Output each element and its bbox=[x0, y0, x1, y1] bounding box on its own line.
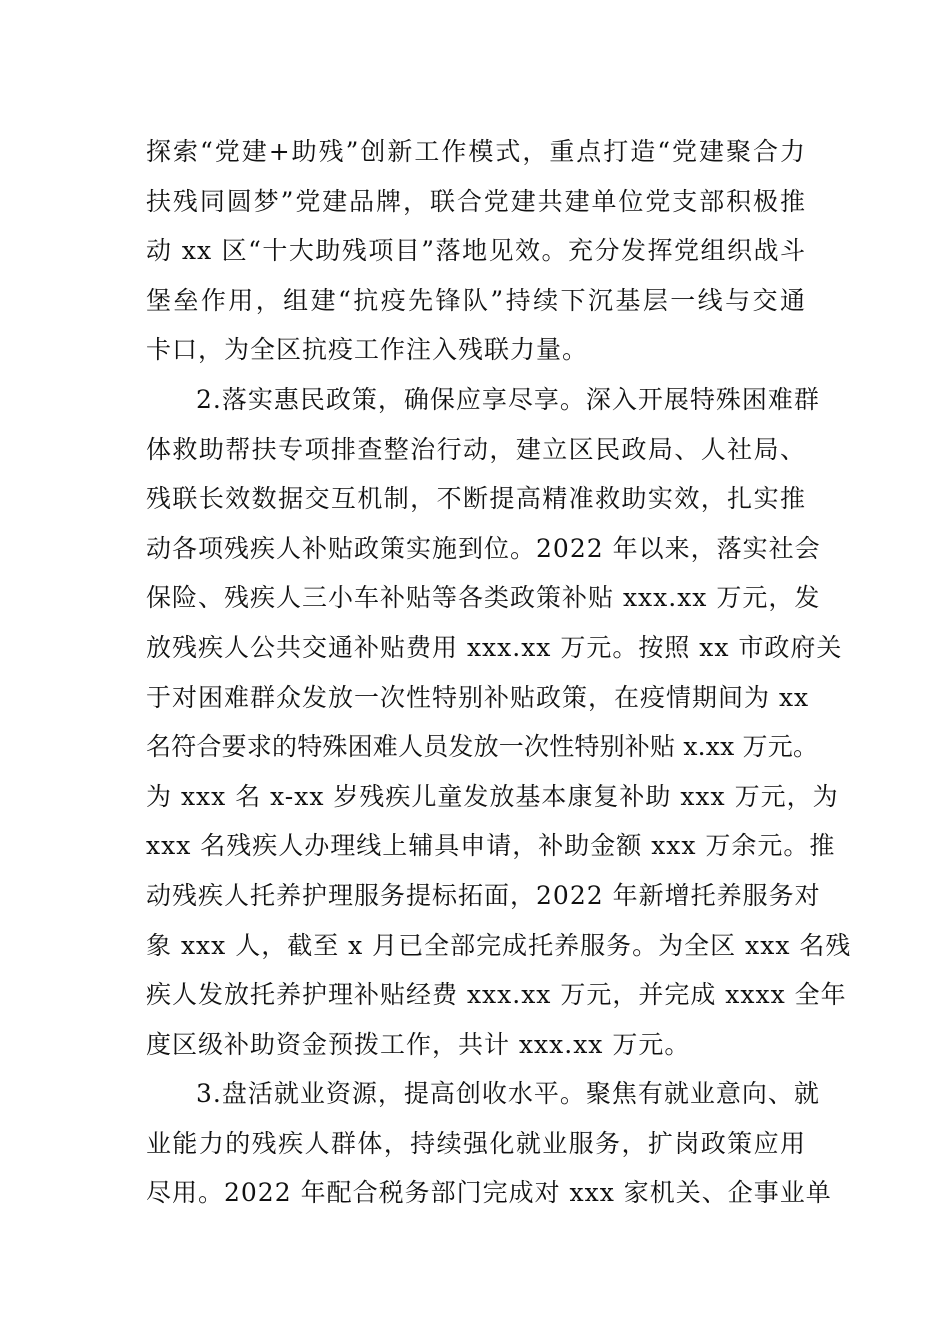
text-line: 保险、残疾人三小车补贴等各类政策补贴 xxx.xx 万元，发 bbox=[146, 583, 821, 613]
text-line: 疾人发放托养护理补贴经费 xxx.xx 万元，并完成 xxxx 全年 bbox=[146, 980, 847, 1010]
text-line: 扶残同圆梦”党建品牌，联合党建共建单位党支部积极推 bbox=[146, 186, 806, 216]
text-line: 业能力的残疾人群体，持续强化就业服务，扩岗政策应用 bbox=[146, 1128, 806, 1158]
text-line: 放残疾人公共交通补贴费用 xxx.xx 万元。按照 xx 市政府关 bbox=[146, 632, 843, 662]
text-line: 卡口，为全区抗疫工作注入残联力量。 bbox=[146, 335, 589, 365]
text-line: 堡垒作用，组建“抗疫先锋队”持续下沉基层一线与交通 bbox=[146, 285, 806, 315]
paragraph-heading-line: 2.落实惠民政策，确保应享尽享。深入开展特殊困难群 bbox=[196, 384, 820, 414]
text-line: 动各项残疾人补贴政策实施到位。2022 年以来，落实社会 bbox=[146, 533, 821, 563]
text-line: 动 xx 区“十大助残项目”落地见效。充分发挥党组织战斗 bbox=[146, 236, 806, 266]
text-line: 于对困难群众发放一次性特别补贴政策，在疫情期间为 xx bbox=[146, 682, 810, 712]
text-line: 探索“党建+助残”创新工作模式，重点打造“党建聚合力 bbox=[146, 137, 806, 166]
text-line: 尽用。2022 年配合税务部门完成对 xxx 家机关、企事业单 bbox=[146, 1178, 832, 1208]
paragraph-heading-line: 3.盘活就业资源，提高创收水平。聚焦有就业意向、就 bbox=[196, 1079, 820, 1109]
text-line: 象 xxx 人，截至 x 月已全部完成托养服务。为全区 xxx 名残 bbox=[146, 930, 852, 960]
text-line: 名符合要求的特殊困难人员发放一次性特别补贴 x.xx 万元。 bbox=[146, 732, 819, 762]
body-text bbox=[146, 127, 852, 1218]
text-line: 残联长效数据交互机制，不断提高精准救助实效，扎实推 bbox=[146, 484, 806, 514]
text-line: xxx 名残疾人办理线上辅具申请，补助金额 xxx 万余元。推 bbox=[146, 831, 836, 861]
text-line: 动残疾人托养护理服务提标拓面，2022 年新增托养服务对 bbox=[146, 880, 821, 910]
text-line: 体救助帮扶专项排查整治行动，建立区民政局、人社局、 bbox=[146, 434, 806, 464]
text-line: 度区级补助资金预拨工作，共计 xxx.xx 万元。 bbox=[146, 1029, 691, 1059]
text-line: 为 xxx 名 x-xx 岁残疾儿童发放基本康复补助 xxx 万元，为 bbox=[146, 781, 839, 811]
